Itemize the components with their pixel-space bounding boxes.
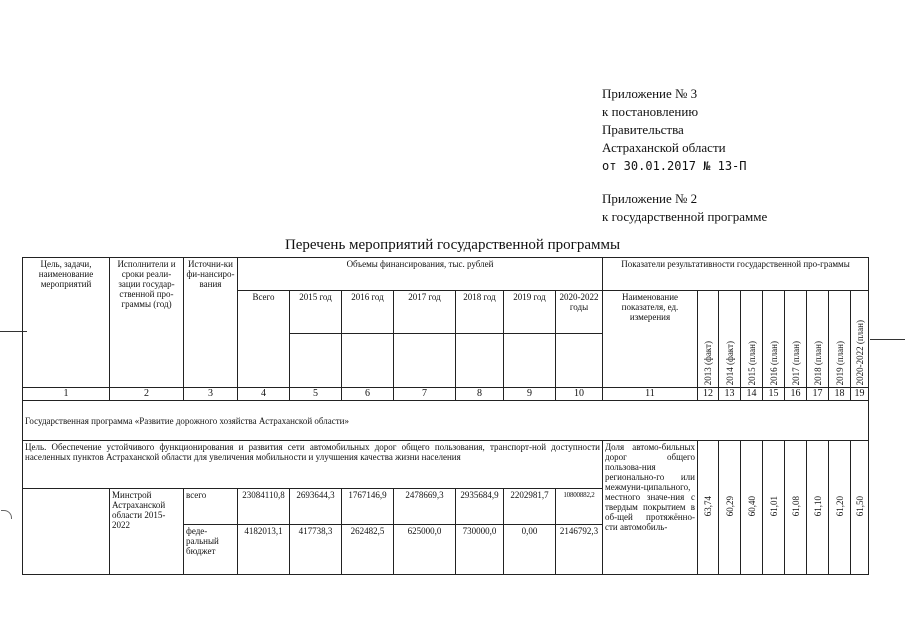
column-number: 9 [504, 388, 556, 401]
header-total: Всего [238, 291, 290, 388]
value-total-2015: 2693644,3 [290, 489, 342, 525]
indicator-value-2018: 61,10 [812, 496, 823, 517]
value-total-2019: 2202981,7 [504, 489, 556, 525]
column-number: 17 [807, 388, 829, 401]
value-federal-2018: 730000,0 [456, 525, 504, 575]
resolution-date: от 30.01.2017 № 13-П [602, 159, 747, 173]
to-program: к государственной программе [602, 209, 768, 224]
value-federal-2019: 0,00 [504, 525, 556, 575]
column-number: 10 [556, 388, 603, 401]
document-title: Перечень мероприятий государственной программы [284, 237, 621, 253]
header-2019: 2019 год [504, 291, 556, 334]
goal-text: Цель. Обеспечение устойчивого функционирования и развития сети автомобильных дорог общего пользования, транспорт-ной доступности населенных пунктов Астраханской области для увеличения мобильности и улучшения качества жизни населения [23, 441, 603, 489]
source-total: всего [184, 489, 238, 525]
column-number: 7 [394, 388, 456, 401]
appendix-number: Приложение № 3 [602, 86, 698, 101]
column-number: 4 [238, 388, 290, 401]
value-federal-all: 4182013,1 [238, 525, 290, 575]
header-indicator-name: Наименование показателя, ед. измерения [603, 291, 698, 388]
header-sources: Источни-ки фи-нансиро-вания [184, 258, 238, 388]
indicator-value-2020-2022: 61,50 [854, 496, 865, 517]
column-number: 15 [763, 388, 785, 401]
source-federal: феде-ральный бюджет [184, 525, 238, 575]
value-total-all: 23084110,8 [238, 489, 290, 525]
indicator-value-2019: 61,20 [834, 496, 845, 517]
header-year-2013: 2013 (факт) [703, 340, 713, 385]
indicator-value-2017: 61,08 [790, 496, 801, 517]
header-year-2020-2022: 2020-2022 (план) [854, 319, 865, 385]
appendix-stamp [602, 85, 747, 175]
header-year-2016: 2016 (план) [768, 340, 779, 385]
column-number: 1 [23, 388, 110, 401]
appendix-stamp-2 [602, 190, 767, 226]
executor-cell: Минстрой Астраханской области 2015-2022 [110, 489, 184, 575]
header-year-2019: 2019 (план) [834, 340, 845, 385]
column-number: 14 [741, 388, 763, 401]
column-number: 6 [342, 388, 394, 401]
column-number: 11 [603, 388, 698, 401]
value-total-2016: 1767146,9 [342, 489, 394, 525]
column-number: 19 [851, 388, 869, 401]
header-2020-2022: 2020-2022 годы [556, 291, 603, 334]
column-number: 8 [456, 388, 504, 401]
value-federal-2020-2022: 2146792,3 [556, 525, 603, 575]
column-number: 3 [184, 388, 238, 401]
header-indicators: Показатели результативности государственной про-граммы [603, 258, 869, 291]
indicator-value-2013: 63,74 [703, 496, 713, 517]
value-total-2018: 2935684,9 [456, 489, 504, 525]
region-label: Астраханской области [602, 140, 726, 155]
column-number: 18 [829, 388, 851, 401]
column-number: 12 [698, 388, 719, 401]
value-total-2017: 2478669,3 [394, 489, 456, 525]
value-federal-2015: 417738,3 [290, 525, 342, 575]
to-resolution: к постановлению [602, 104, 699, 119]
indicator-value-2014: 60,29 [724, 496, 735, 517]
column-number: 2 [110, 388, 184, 401]
header-2017: 2017 год [394, 291, 456, 334]
indicator-value-2016: 61,01 [768, 496, 779, 517]
header-goal: Цель, задачи, наименование мероприятий [23, 258, 110, 388]
measures-table [22, 257, 869, 575]
header-executors: Исполнители и сроки реали-зации государ-ственной про-граммы (год) [110, 258, 184, 388]
header-year-2014: 2014 (факт) [724, 340, 735, 385]
indicator-text: Доля автомо-бильных дорог общего пользова-ния регионально-го или межмуни-ципального, местного значе-ния с твердым покрытием в об-щей протяжённо-сти автомобиль- [603, 441, 698, 575]
header-year-2018: 2018 (план) [812, 340, 823, 385]
value-federal-2017: 625000,0 [394, 525, 456, 575]
header-2015: 2015 год [290, 291, 342, 334]
scan-line-right [870, 339, 905, 340]
header-year-2017: 2017 (план) [790, 340, 801, 385]
program-row: Государственная программа «Развитие дорожного хозяйства Астраханской области» [23, 401, 869, 441]
government-label: Правительства [602, 122, 684, 137]
header-2018: 2018 год [456, 291, 504, 334]
appendix2-number: Приложение № 2 [602, 191, 698, 206]
value-federal-2016: 262482,5 [342, 525, 394, 575]
column-number: 5 [290, 388, 342, 401]
header-2016: 2016 год [342, 291, 394, 334]
header-volume: Объемы финансирования, тыс. рублей [238, 258, 603, 291]
header-year-2015: 2015 (план) [746, 340, 757, 385]
column-number: 13 [719, 388, 741, 401]
scan-mark [1, 510, 12, 519]
indicator-value-2015: 60,40 [746, 496, 757, 517]
value-total-2020-2022: 10800882,2 [556, 489, 603, 525]
column-number: 16 [785, 388, 807, 401]
